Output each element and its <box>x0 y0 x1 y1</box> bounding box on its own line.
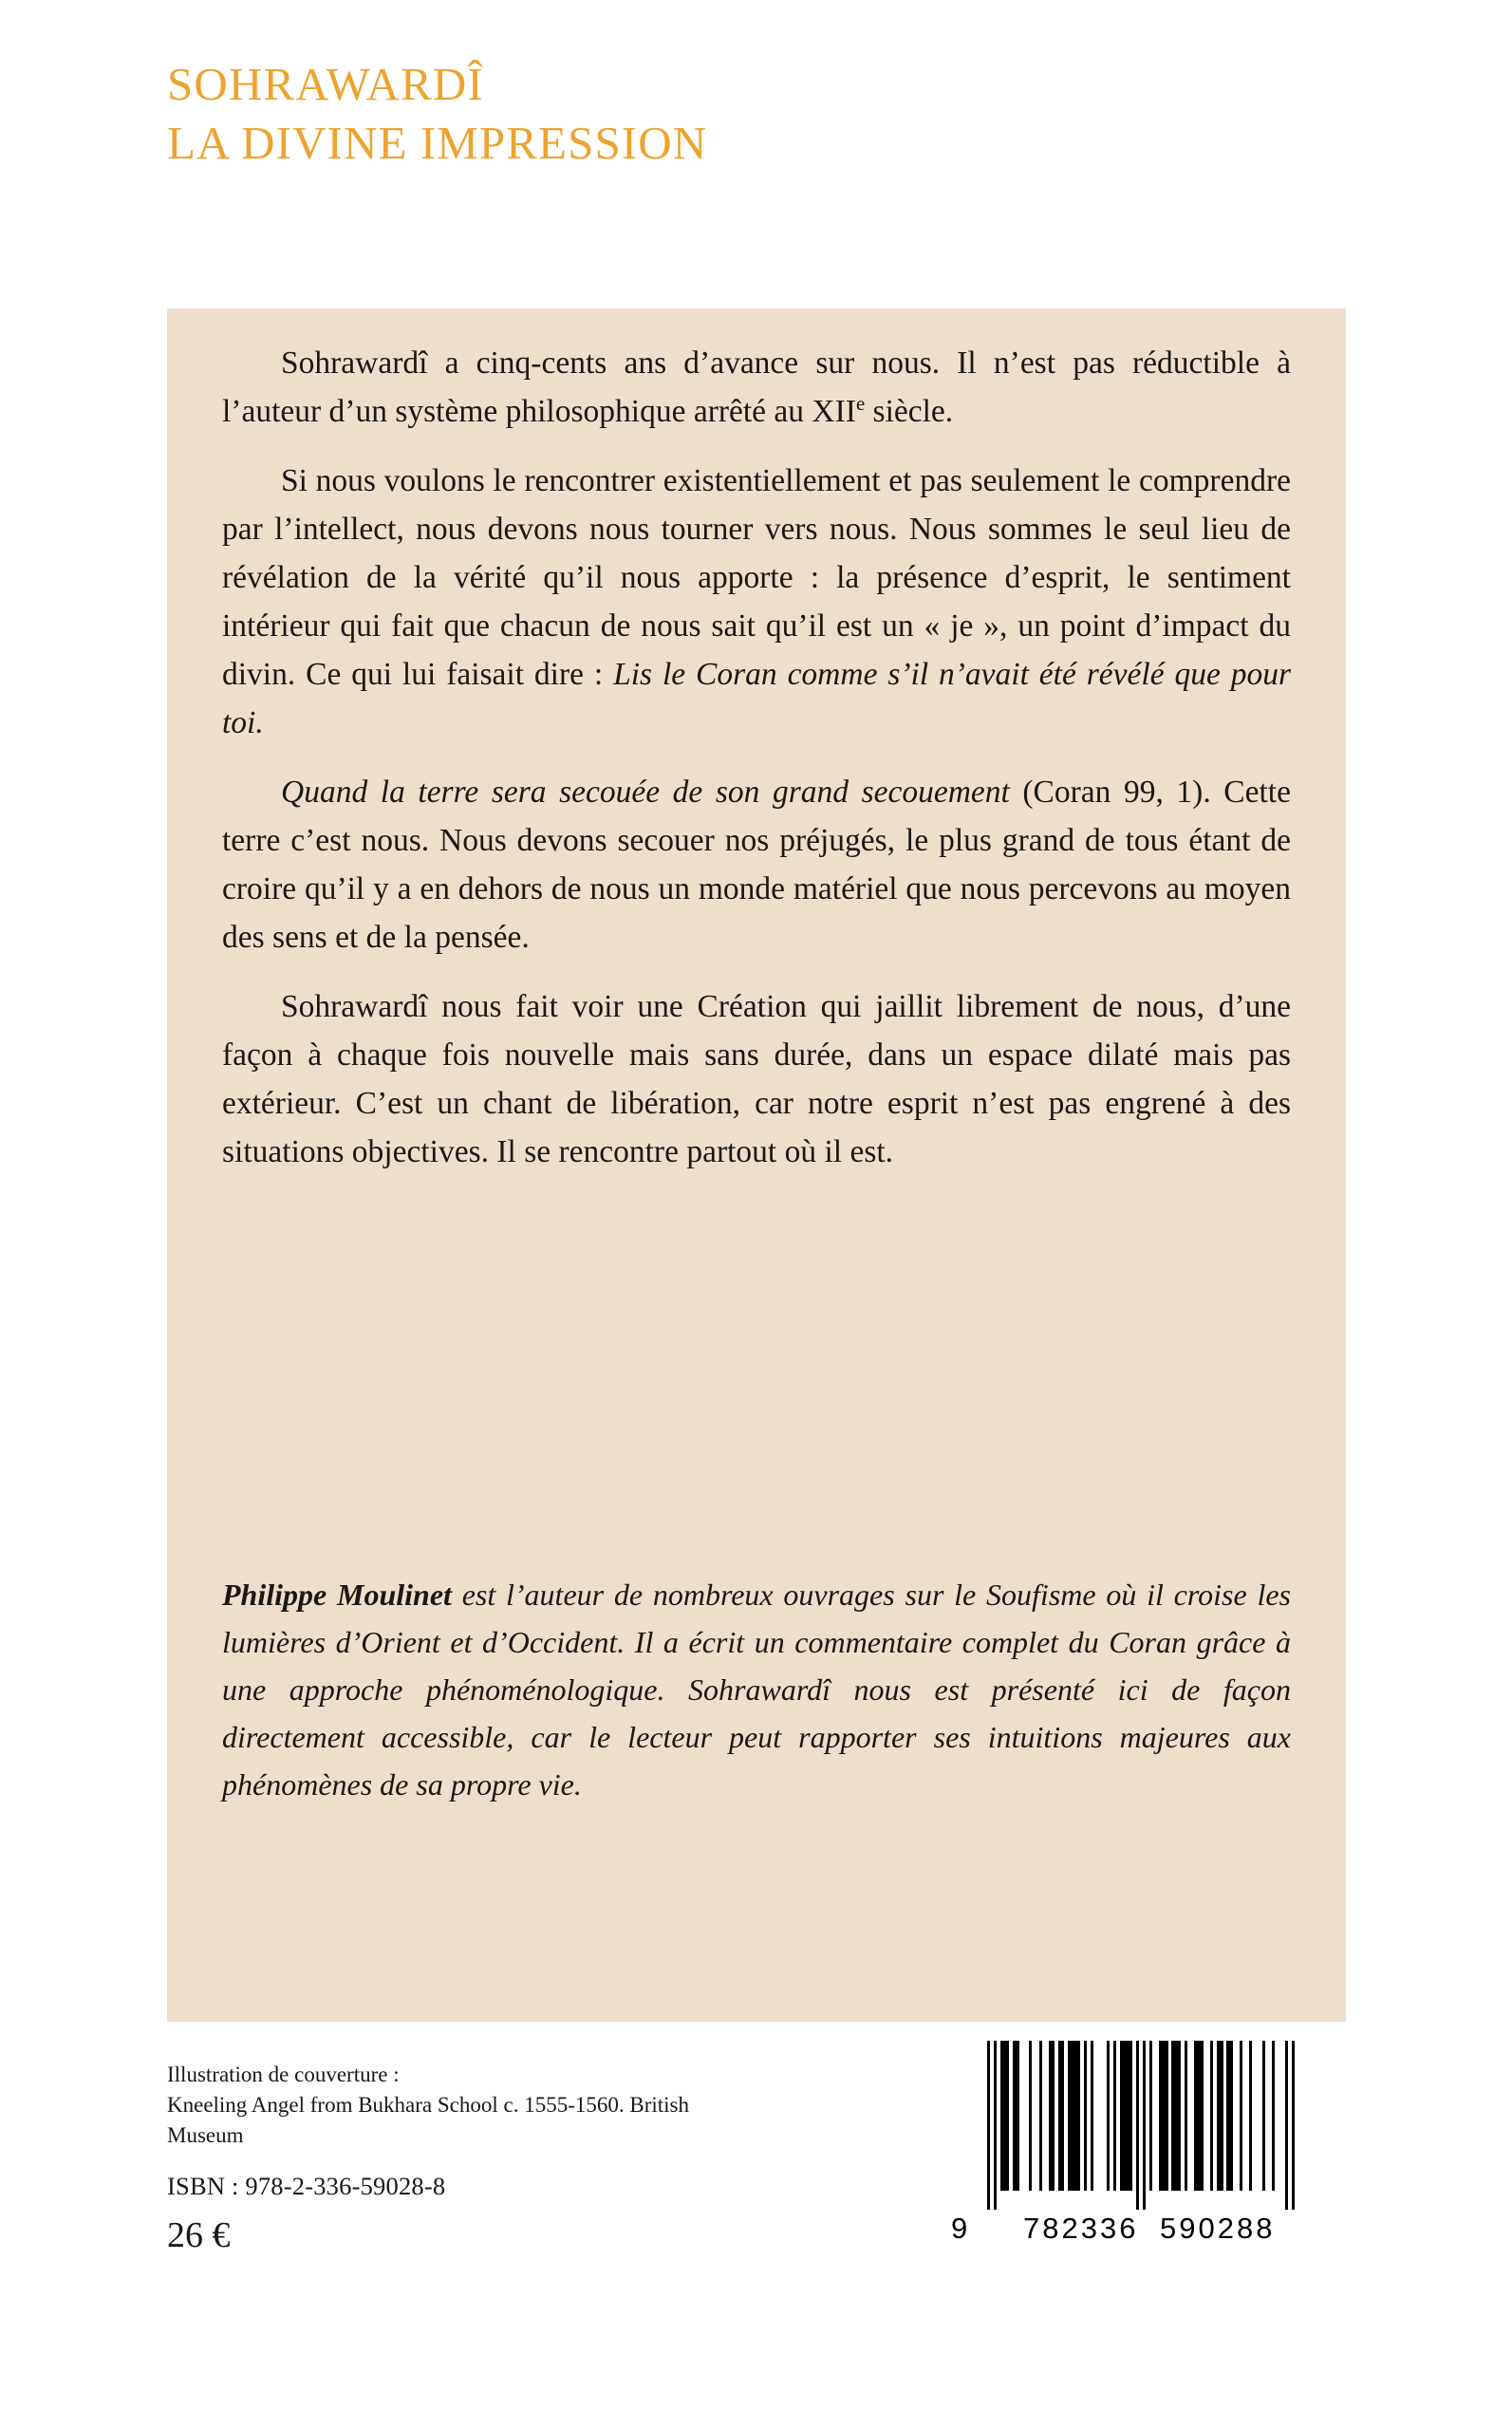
barcode-bar <box>1039 2041 1042 2191</box>
barcode-digits <box>949 2212 1295 2246</box>
credit-line-2: Museum <box>167 2123 244 2147</box>
barcode-bar <box>1049 2041 1055 2191</box>
barcode-bar <box>1159 2041 1168 2191</box>
barcode-bar <box>1091 2041 1093 2191</box>
barcode-bar <box>1240 2041 1242 2191</box>
barcode-bar <box>1107 2041 1110 2191</box>
page-title-line-1: SOHRAWARDÎ <box>167 58 484 110</box>
blurb-paragraph-3: Quand la terre sera secouée de son grand secouement (Coran 99, 1). Cette terre c’est nous. Nous devons secouer nos préjugés, le plus grand de tous étant de croire qu’il y a en dehors de nous un monde matériel que nous percevons au moyen des sens et de la pensée. <box>222 775 1291 955</box>
barcode-bar <box>1068 2041 1080 2191</box>
blurb-paragraph-1: Sohrawardî a cinq-cents ans d’avance sur nous. Il n’est pas réductible à l’auteur d’un système philosophique arrêté au XIIe siècle. <box>222 345 1291 429</box>
barcode-bar <box>1262 2041 1265 2191</box>
credit-label: Illustration de couverture : <box>167 2063 400 2086</box>
blurb-paragraph-4: Sohrawardî nous fait voir une Création qui jaillit librement de nous, d’une façon à chaque fois nouvelle mais sans durée, dans un espace dilaté mais pas extérieur. C’est un chant de libération, car notre esprit n’est pas engrené à des situations objectives. Il se rencontre partout où il est. <box>222 989 1291 1169</box>
barcode-bar <box>1185 2041 1187 2191</box>
barcode-bar <box>1120 2041 1132 2191</box>
barcode-bar <box>1272 2041 1275 2191</box>
barcode <box>949 2041 1295 2259</box>
blurb-paragraph-2: Si nous voulons le rencontrer existentiellement et pas seulement le comprendre par l’intellect, nous devons nous tourner vers nous. Nous sommes le seul lieu de révélation de la vérité qu’il nous apporte : la présence d’esprit, le sentiment intérieur qui fait que chacun de nous sait qu’il est un « je », un point d’impact du divin. Ce qui lui faisait dire : Lis le Coran comme s’il n’avait été révélé que pour toi. <box>222 463 1291 740</box>
barcode-bar <box>1143 2041 1146 2210</box>
barcode-bar <box>1113 2041 1116 2191</box>
barcode-digits-right: 590288 <box>1160 2212 1276 2245</box>
isbn-text: ISBN : 978-2-336-59028-8 <box>167 2172 446 2200</box>
barcode-bar <box>1149 2041 1152 2191</box>
barcode-bar <box>1226 2041 1232 2191</box>
blurb-panel <box>167 308 1346 2022</box>
author-bio-container <box>222 1571 1291 1808</box>
barcode-digits-mid: 782336 <box>1023 2212 1139 2245</box>
barcode-bar <box>994 2041 997 2210</box>
cover-title-block <box>167 55 1353 173</box>
barcode-bar <box>1084 2041 1087 2191</box>
barcode-bar <box>1194 2041 1204 2191</box>
barcode-bars <box>987 2041 1295 2191</box>
barcode-bar <box>1058 2041 1064 2191</box>
barcode-bar <box>1136 2041 1139 2210</box>
barcode-bar <box>1000 2041 1010 2191</box>
barcode-digit-left: 9 <box>951 2212 968 2245</box>
barcode-bar <box>1217 2041 1223 2191</box>
author-bio-text: Philippe Moulinet est l’auteur de nombreux ouvrages sur le Soufisme où il croise les lumières d’Orient et d’Occident. Il a écrit un commentaire complet du Coran grâce à une approche phénoménologique. Sohrawardî nous est présenté ici de façon directement accessible, car le lecteur peut rapporter ses intuitions majeures aux phénomènes de sa propre vie. <box>222 1578 1292 1802</box>
barcode-bar <box>987 2041 990 2210</box>
barcode-bar <box>1029 2041 1032 2191</box>
cover-illustration-credit <box>167 2060 898 2151</box>
price-text: 26 € <box>167 2215 231 2255</box>
barcode-bar <box>1249 2041 1252 2191</box>
barcode-bar <box>1292 2041 1295 2210</box>
page-title-line-2: LA DIVINE IMPRESSION <box>167 117 708 169</box>
blurb-text-container <box>222 339 1291 1176</box>
credit-line-1: Kneeling Angel from Bukhara School c. 1555-1560. British <box>167 2093 690 2117</box>
barcode-bar <box>1210 2041 1213 2191</box>
barcode-bar <box>1285 2041 1288 2210</box>
barcode-bar <box>1013 2041 1018 2191</box>
barcode-bar <box>1171 2041 1181 2191</box>
